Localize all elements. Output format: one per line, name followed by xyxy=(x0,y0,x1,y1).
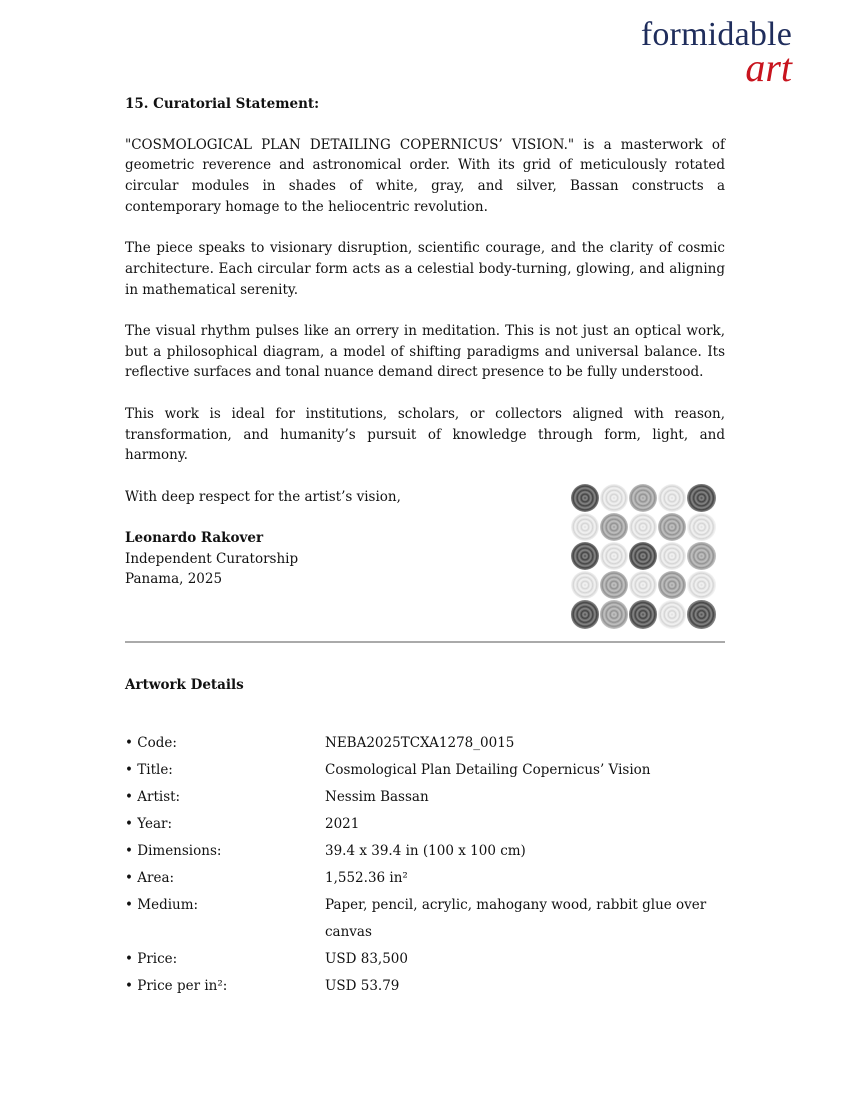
detail-row-title xyxy=(125,757,725,784)
detail-row-code xyxy=(125,730,725,757)
detail-value: Paper, pencil, acrylic, mahogany wood, rabbit glue over canvas xyxy=(325,897,707,940)
artwork-disc xyxy=(571,542,599,570)
detail-label: • Title: xyxy=(125,762,173,778)
section-heading: 15. Curatorial Statement: xyxy=(125,96,320,112)
artwork-thumbnail xyxy=(570,483,716,629)
detail-label: • Area: xyxy=(125,870,175,886)
artwork-disc xyxy=(600,600,628,628)
logo-word-formidable: formidable xyxy=(640,16,792,53)
detail-label: • Price: xyxy=(125,951,178,967)
detail-value: 2021 xyxy=(325,816,360,832)
detail-label: • Code: xyxy=(125,735,177,751)
artwork-disc xyxy=(658,513,686,541)
artwork-disc xyxy=(687,571,715,599)
detail-label: • Artist: xyxy=(125,789,181,805)
detail-label: • Price per in²: xyxy=(125,978,228,994)
closing-line: With deep respect for the artist’s vision, xyxy=(125,488,401,505)
artwork-disc xyxy=(629,484,657,512)
signature-role: Independent Curatorship xyxy=(125,550,299,567)
statement-paragraph-2: The piece speaks to visionary disruption, scientific courage, and the clarity of cosmic architecture. Each circular form acts as a celestial body-turning, glowing, and aligning in mathematical serenity. xyxy=(125,240,725,298)
artwork-disc xyxy=(600,513,628,541)
artwork-disc xyxy=(658,542,686,570)
section-divider xyxy=(125,641,725,643)
detail-value: USD 83,500 xyxy=(325,951,408,967)
statement-paragraph-3: The visual rhythm pulses like an orrery in meditation. This is not just an optical work, but a philosophical diagram, a model of shifting paradigms and universal balance. Its reflective surfaces and tonal nuance demand direct presence to be fully understood. xyxy=(125,323,725,381)
artwork-disc xyxy=(658,571,686,599)
artwork-details-title: Artwork Details xyxy=(125,677,244,693)
artwork-disc xyxy=(600,571,628,599)
artwork-disc xyxy=(687,513,715,541)
statement-paragraph-1: "COSMOLOGICAL PLAN DETAILING COPERNICUS’ VISION." is a masterwork of geometric reverence and astronomical order. With its grid of meticulously rotated circular modules in shades of white, gray, and silver, Bassan constructs a contemporary homage to the heliocentric revolution. xyxy=(125,136,725,215)
detail-value: 1,552.36 in² xyxy=(325,870,408,886)
artwork-disc xyxy=(658,484,686,512)
detail-row-price-per-area xyxy=(125,973,725,1000)
detail-value: USD 53.79 xyxy=(325,978,400,994)
detail-row-medium xyxy=(125,892,725,946)
detail-value: 39.4 x 39.4 in (100 x 100 cm) xyxy=(325,843,526,859)
detail-row-dimensions xyxy=(125,838,725,865)
detail-label: • Medium: xyxy=(125,897,199,913)
detail-value: Nessim Bassan xyxy=(325,789,429,805)
statement-paragraph-4: This work is ideal for institutions, scholars, or collectors aligned with reason, transformation, and humanity’s pursuit of knowledge through form, light, and harmony. xyxy=(125,405,725,464)
detail-label: • Year: xyxy=(125,816,173,832)
artwork-disc xyxy=(629,513,657,541)
artwork-disc xyxy=(629,571,657,599)
artwork-disc xyxy=(600,484,628,512)
artwork-disc xyxy=(571,600,599,628)
artwork-disc xyxy=(629,600,657,628)
brand-logo xyxy=(641,18,792,88)
detail-value: NEBA2025TCXA1278_0015 xyxy=(325,735,515,751)
artwork-disc xyxy=(687,542,715,570)
artwork-disc xyxy=(571,513,599,541)
detail-row-price xyxy=(125,946,725,973)
artwork-details-list xyxy=(125,730,725,1000)
artwork-disc xyxy=(571,484,599,512)
detail-value: Cosmological Plan Detailing Copernicus’ Vision xyxy=(325,762,651,778)
signature-name: Leonardo Rakover xyxy=(125,529,264,546)
detail-label: • Dimensions: xyxy=(125,843,222,859)
artwork-disc xyxy=(658,600,686,628)
signature-place: Panama, 2025 xyxy=(125,571,223,588)
artwork-disc xyxy=(600,542,628,570)
detail-row-year xyxy=(125,811,725,838)
detail-row-artist xyxy=(125,784,725,811)
logo-word-art: art xyxy=(745,45,792,90)
detail-row-area xyxy=(125,865,725,892)
artwork-disc xyxy=(629,542,657,570)
artwork-disc xyxy=(571,571,599,599)
artwork-disc xyxy=(687,484,715,512)
artwork-disc xyxy=(687,600,715,628)
